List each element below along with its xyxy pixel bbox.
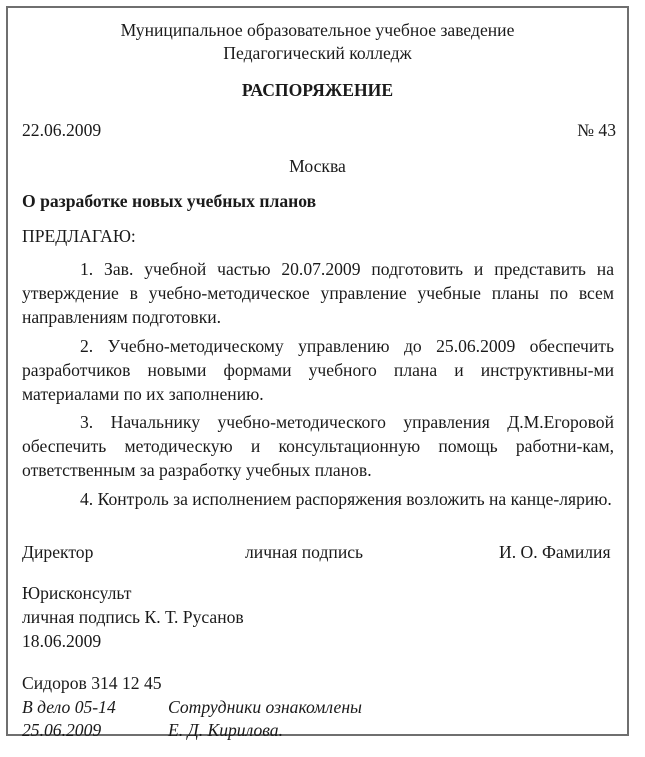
acknowledgement-note: Сотрудники ознакомлены	[168, 697, 362, 717]
file-date: 25.06.2009	[22, 720, 102, 740]
visa-position: Юрисконсульт	[22, 583, 132, 603]
order-item: 1. Зав. учебной частью 20.07.2009 подготовить и представить на утверждение в учебно-методическое управление учебные планы по всем направлениям подготовки.	[22, 259, 614, 327]
signatory-signature: личная подпись	[245, 542, 364, 562]
document-page	[6, 6, 629, 740]
signatory-name: И. О. Фамилия	[499, 542, 611, 562]
file-note: В дело 05-14	[22, 697, 116, 717]
document-date: 22.06.2009	[22, 120, 102, 140]
executor-contact: Сидоров 314 12 45	[22, 673, 162, 693]
order-item: 4. Контроль за исполнением распоряжения возложить на канце-лярию.	[80, 489, 612, 509]
order-item: 3. Начальнику учебно-методического управления Д.М.Егоровой обеспечить методическую и консультационную помощь работни-кам, ответственным за разработку учебных планов.	[22, 412, 614, 480]
visa-date: 18.06.2009	[22, 631, 102, 651]
visa-signature: личная подпись К. Т. Русанов	[22, 607, 244, 627]
document-subject: О разработке новых учебных планов	[22, 191, 317, 211]
organization-name: Муниципальное образовательное учебное заведение	[120, 20, 515, 40]
document-number: № 43	[577, 120, 616, 140]
signatory-position: Директор	[22, 542, 94, 562]
document-city: Москва	[289, 156, 346, 176]
document-intro: ПРЕДЛАГАЮ:	[22, 226, 136, 246]
acknowledgement-name: Е. Д. Кирилова.	[168, 720, 284, 740]
order-item: 2. Учебно-методическому управлению до 25.06.2009 обеспечить разработчиков новыми формами учебного плана и инструктивны-ми материалами по их заполнению.	[22, 336, 614, 404]
organization-subdivision: Педагогический колледж	[223, 43, 412, 63]
document-type: РАСПОРЯЖЕНИЕ	[241, 80, 394, 100]
